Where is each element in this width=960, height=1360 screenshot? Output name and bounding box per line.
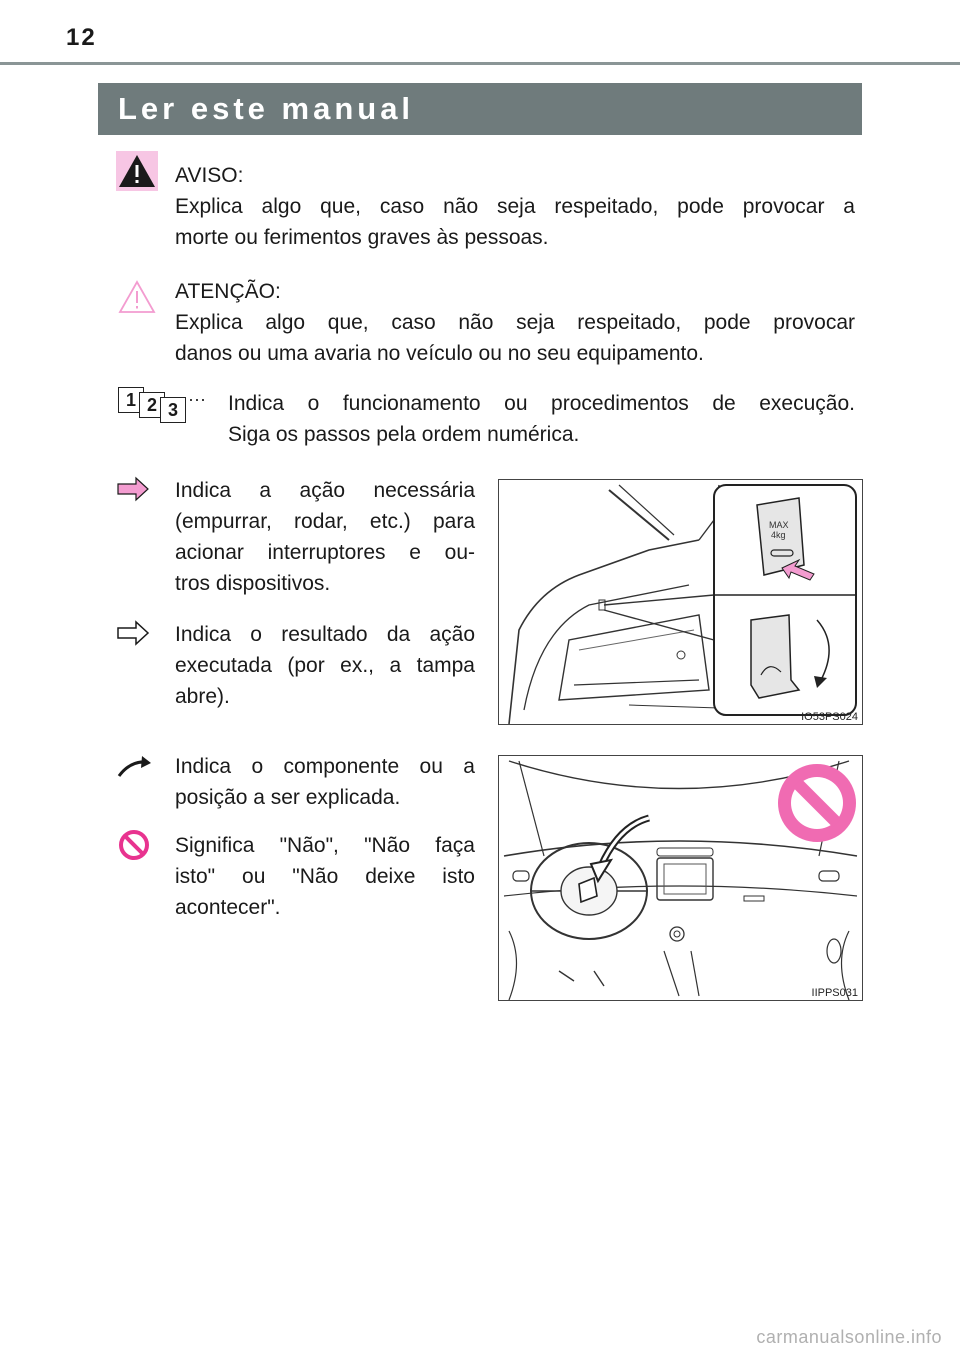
steps-block [228,388,855,450]
atencao-block [175,276,855,369]
atencao-text-line: danos ou uma avaria no veículo ou no seu equipamento. [175,342,704,365]
ellipsis-leader: ··· [188,389,206,409]
prohibited-block [175,830,475,923]
prohibited-text-line: acontecer". [175,896,281,919]
result-text-line: executada (por ex., a tampa [175,654,475,677]
prohibition-icon [118,829,150,861]
action-arrow-block [175,475,475,599]
warning-triangle-outline-icon [116,277,158,317]
pink-arrow-icon [116,476,150,502]
curved-pointer-arrow-icon [116,756,152,778]
pointer-arrow-block [175,751,475,813]
watermark: carmanualsonline.info [756,1327,942,1347]
trunk-hook-illustration [498,479,863,725]
dashboard-illustration [498,755,863,1001]
aviso-text-line: Explica algo que, caso não seja respeitado, pode provocar a [175,195,855,218]
warning-triangle-filled-icon [116,151,158,191]
dashboard-drawing [499,756,862,1000]
atencao-title: ATENÇÃO: [175,280,281,303]
aviso-title: AVISO: [175,164,244,187]
pointer-text-line: Indica o componente ou a [175,755,475,778]
section-title: Ler este manual [118,91,415,126]
prohibited-text-line: isto" ou "Não deixe isto [175,865,475,888]
figure-code: IIPPS031 [811,987,858,999]
steps-text-line: Indica o funcionamento ou procedimentos de execução. [228,392,855,415]
action-text-line: tros dispositivos. [175,572,331,595]
hook-label-weight: 4kg [771,530,786,540]
outline-arrow-icon [116,620,150,646]
step-number-icon: 2 [139,392,165,418]
action-text-line: (empurrar, rodar, etc.) para [175,510,475,533]
top-rule [0,62,960,65]
hook-label-max: MAX [769,520,789,530]
result-arrow-block [175,619,475,712]
page-number: 12 [66,24,97,51]
action-text-line: acionar interruptores e ou- [175,541,475,564]
prohibited-text-line: Significa "Não", "Não faça [175,834,475,857]
aviso-text-line: morte ou ferimentos graves às pessoas. [175,226,549,249]
step-number-icon: 3 [160,397,186,423]
steps-text-line: Siga os passos pela ordem numérica. [228,423,580,446]
step-number-icon: 1 [118,387,144,413]
pointer-text-line: posição a ser explicada. [175,786,401,809]
figure-code: IO53PS024 [801,711,858,723]
result-text-line: abre). [175,685,230,708]
trunk-drawing [499,480,862,724]
action-text-line: Indica a ação necessária [175,479,475,502]
aviso-block [175,160,855,253]
atencao-text-line: Explica algo que, caso não seja respeitado, pode provocar [175,311,855,334]
result-text-line: Indica o resultado da ação [175,623,475,646]
section-banner [98,83,862,135]
